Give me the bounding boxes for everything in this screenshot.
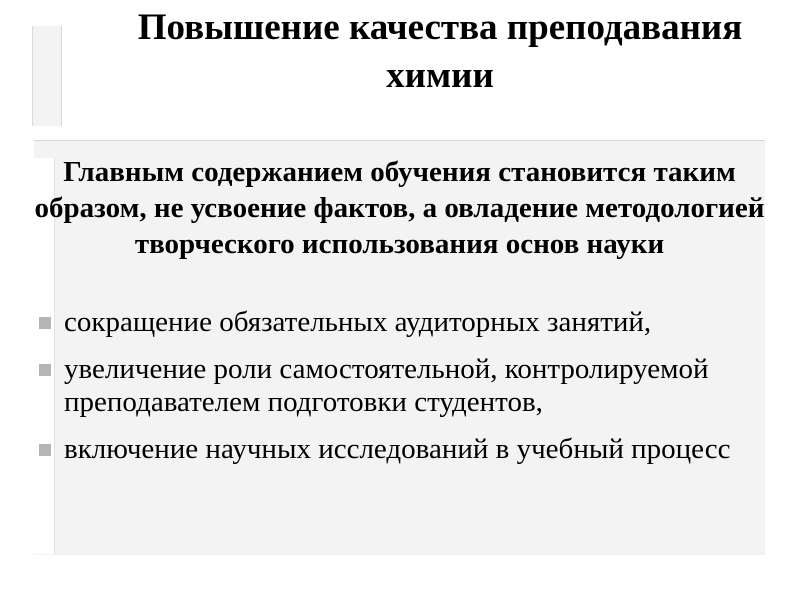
square-bullet-icon	[39, 317, 51, 329]
list-item-text: включение научных исследований в учебный процесс	[64, 433, 731, 465]
lead-paragraph: Главным содержанием обучения становится таким образом, не усвоение фактов, а овладение методологией творческого использования основ науки	[34, 156, 765, 260]
slide-title: Повышение качества преподавания химии	[137, 7, 743, 96]
square-bullet-icon	[39, 364, 51, 376]
list-item	[34, 353, 764, 419]
list-item-text: сокращение обязательных аудиторных занятий,	[64, 306, 652, 338]
list-item-text: увеличение роли самостоятельной, контролируемой преподавателем подготовки студентов,	[64, 353, 709, 418]
list-item	[34, 306, 764, 339]
bullet-list	[34, 306, 764, 480]
square-bullet-icon	[39, 444, 51, 456]
list-item	[34, 433, 764, 466]
title-accent-bar	[32, 26, 62, 126]
